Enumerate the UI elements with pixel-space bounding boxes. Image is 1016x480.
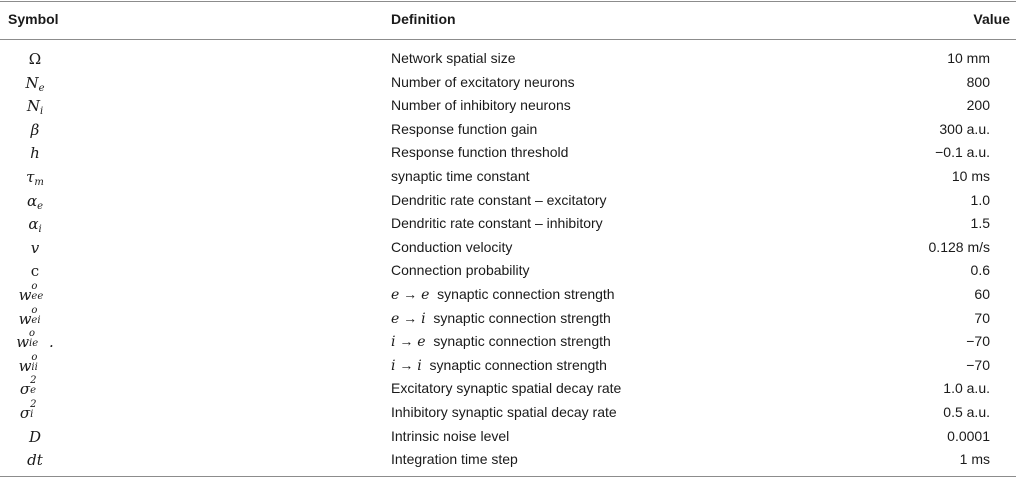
value-cell: 300 a.u. <box>939 120 990 137</box>
table-header <box>0 7 1016 33</box>
header-rule <box>0 39 1016 40</box>
table-body <box>0 47 1016 472</box>
definition-text: synaptic connection strength <box>433 333 611 350</box>
definition-cell: synaptic time constant <box>391 167 530 184</box>
definition-cell: i → e synaptic connection strength <box>391 333 611 351</box>
symbol-cell: h <box>30 144 40 163</box>
symbol-cell: σ 2 e <box>19 375 37 399</box>
table-row <box>0 212 1016 236</box>
table-row <box>0 330 1016 354</box>
definition-text: synaptic connection strength <box>429 356 607 373</box>
table-row <box>0 118 1016 142</box>
symbol-cell: w o ie . <box>16 328 54 352</box>
value-cell: 60 <box>974 285 990 302</box>
definition-cell: i → i synaptic connection strength <box>391 356 607 374</box>
value-cell: 0.0001 <box>947 427 990 444</box>
value-cell: 70 <box>974 309 990 326</box>
symbol-cell: c <box>30 262 40 281</box>
value-cell: 1.0 <box>970 191 990 208</box>
table-row <box>0 304 1016 331</box>
table-row <box>0 377 1016 401</box>
table-row <box>0 259 1016 283</box>
value-cell: 1.0 a.u. <box>943 380 990 397</box>
table-row <box>0 425 1016 449</box>
bottom-rule <box>0 476 1016 477</box>
value-cell: 0.128 m/s <box>928 238 990 255</box>
header-definition: Definition <box>391 11 456 27</box>
definition-cell: Integration time step <box>391 451 518 468</box>
definition-cell: e → e synaptic connection strength <box>391 285 615 303</box>
table-row <box>0 94 1016 118</box>
header-symbol: Symbol <box>8 11 59 27</box>
table-row <box>0 47 1016 71</box>
table-row <box>0 71 1016 95</box>
table-row <box>0 165 1016 189</box>
table-row <box>0 448 1016 472</box>
value-cell: −70 <box>966 356 990 373</box>
definition-cell: Number of excitatory neurons <box>391 73 575 90</box>
value-cell: −70 <box>966 333 990 350</box>
value-cell: 800 <box>966 73 990 90</box>
table-row <box>0 236 1016 260</box>
symbol-cell: β <box>30 120 40 139</box>
value-cell: 0.6 <box>970 262 990 279</box>
definition-cell: Inhibitory synaptic spatial decay rate <box>391 403 617 420</box>
symbol-cell: $\alpha_i$ <box>28 215 42 236</box>
value-cell: 1 ms <box>959 451 990 468</box>
symbol-cell: $\tau_m$ <box>26 167 44 188</box>
table-row <box>0 141 1016 165</box>
definition-cell: Conduction velocity <box>391 238 513 255</box>
symbol-cell: σ 2 i <box>19 398 37 422</box>
symbol-cell: dt <box>27 451 43 470</box>
definition-text: synaptic connection strength <box>433 309 611 326</box>
table-row <box>0 189 1016 213</box>
definition-cell: Response function gain <box>391 120 538 137</box>
symbol-cell: w o ei <box>18 304 41 328</box>
symbol-cell: $N_e$ <box>25 73 45 94</box>
symbol-cell: $N_i$ <box>26 97 44 118</box>
definition-cell: Dendritic rate constant – excitatory <box>391 191 607 208</box>
value-cell: −0.1 a.u. <box>935 144 990 161</box>
value-cell: 1.5 <box>970 215 990 232</box>
header-value: Value <box>973 11 1010 27</box>
table-row <box>0 351 1016 378</box>
symbol-cell: v <box>30 238 40 257</box>
definition-cell: Intrinsic noise level <box>391 427 510 444</box>
symbol-cell: D <box>28 427 42 446</box>
definition-cell: Number of inhibitory neurons <box>391 97 571 114</box>
symbol-cell: Ω <box>28 50 42 68</box>
table-row <box>0 398 1016 425</box>
value-cell: 200 <box>966 97 990 114</box>
symbol-cell: w o ee <box>18 280 44 304</box>
symbol-cell: $\alpha_e$ <box>26 191 44 212</box>
definition-text: synaptic connection strength <box>437 285 615 302</box>
definition-cell: Connection probability <box>391 262 530 279</box>
definition-cell: Excitatory synaptic spatial decay rate <box>391 380 622 397</box>
value-cell: 10 ms <box>951 167 990 184</box>
value-cell: 0.5 a.u. <box>943 403 990 420</box>
symbol-cell: w o ii <box>18 351 38 375</box>
definition-cell: Dendritic rate constant – inhibitory <box>391 215 603 232</box>
definition-cell: e → i synaptic connection strength <box>391 309 611 327</box>
definition-cell: Network spatial size <box>391 50 516 66</box>
definition-cell: Response function threshold <box>391 144 569 161</box>
table-row <box>0 280 1016 307</box>
top-rule <box>0 1 1016 2</box>
value-cell: 10 mm <box>947 50 990 66</box>
